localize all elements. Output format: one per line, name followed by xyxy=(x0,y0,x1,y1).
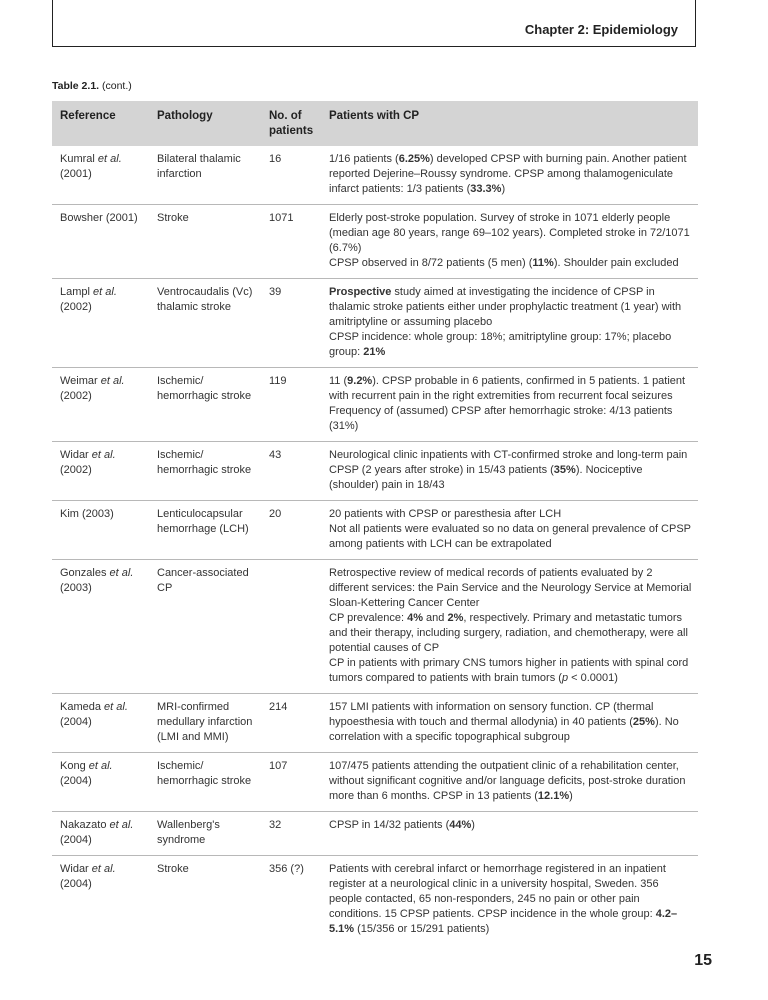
patient-count-cell: 214 xyxy=(261,694,321,753)
table-caption-label: Table 2.1. xyxy=(52,80,100,92)
cp-description-cell: 20 patients with CPSP or paresthesia after LCH Not all patients were evaluated so no data on general prevalence of CPSP among patients with LCH can be extrapolated xyxy=(321,501,698,560)
pathology-cell: MRI-confirmed medullary infarction (LMI and MMI) xyxy=(149,694,261,753)
table-row xyxy=(52,812,698,856)
pathology-cell: Stroke xyxy=(149,205,261,279)
cp-description-cell: 11 (9.2%). CPSP probable in 6 patients, confirmed in 5 patients. 1 patient with recurrent pain in the right extremities from recurrent focal seizures Frequency of (assumed) CPSP after hemorrhagic stroke: 4/13 patients (31%) xyxy=(321,368,698,442)
patient-count-cell: 39 xyxy=(261,279,321,368)
header-pathology: Pathology xyxy=(149,101,261,146)
patient-count-cell: 119 xyxy=(261,368,321,442)
table-caption-suffix: (cont.) xyxy=(102,80,132,92)
table-row xyxy=(52,560,698,694)
pathology-cell: Lenticulocapsular hemorrhage (LCH) xyxy=(149,501,261,560)
reference-cell: Widar et al. (2002) xyxy=(52,442,149,501)
table-row xyxy=(52,753,698,812)
cp-description-cell: Elderly post-stroke population. Survey of stroke in 1071 elderly people (median age 80 years, range 69–102 years). Completed stroke in 72/1071 (6.7%) CPSP observed in 8/72 patients (5 men) (11%). Shoulder pain excluded xyxy=(321,205,698,279)
table-row xyxy=(52,146,698,205)
reference-cell: Weimar et al. (2002) xyxy=(52,368,149,442)
pathology-cell: Cancer-associated CP xyxy=(149,560,261,694)
cp-description-cell: Neurological clinic inpatients with CT-confirmed stroke and long-term pain CPSP (2 years after stroke) in 15/43 patients (35%). Nociceptive (shoulder) pain in 18/43 xyxy=(321,442,698,501)
table-body xyxy=(52,146,698,944)
cp-description-cell: 157 LMI patients with information on sensory function. CP (thermal hypoesthesia with touch and thermal allodynia) in 40 patients (25%). No correlation with a specific topographical subgroup xyxy=(321,694,698,753)
table-row xyxy=(52,694,698,753)
pathology-cell: Bilateral thalamic infarction xyxy=(149,146,261,205)
running-head: Chapter 2: Epidemiology xyxy=(524,22,678,37)
reference-cell: Widar et al. (2004) xyxy=(60,863,116,890)
table-caption xyxy=(52,80,132,92)
pathology-cell: Ischemic/ hemorrhagic stroke xyxy=(149,753,261,812)
reference-cell: Kong et al. (2004) xyxy=(52,753,149,812)
reference-cell: Lampl et al. (2002) xyxy=(52,279,149,368)
table-header-row xyxy=(52,101,698,146)
pathology-cell: Ventrocaudalis (Vc) thalamic stroke xyxy=(149,279,261,368)
header-reference: Reference xyxy=(52,101,149,146)
pathology-cell: Stroke xyxy=(157,863,189,875)
table-row xyxy=(52,856,698,945)
reference-cell: Nakazato et al. (2004) xyxy=(52,812,149,856)
patient-count-cell: 16 xyxy=(261,146,321,205)
patient-count-cell: 107 xyxy=(261,753,321,812)
patient-count-cell: 1071 xyxy=(261,205,321,279)
reference-cell: Gonzales et al. (2003) xyxy=(52,560,149,694)
page-number: 15 xyxy=(694,952,712,969)
header-patient-count: No. of patients xyxy=(261,101,321,146)
table-row xyxy=(52,442,698,501)
reference-cell: Kumral et al. (2001) xyxy=(52,146,149,205)
reference-cell: Kameda et al. (2004) xyxy=(52,694,149,753)
reference-cell: Kim (2003) xyxy=(52,501,149,560)
pathology-cell: Wallenberg's syndrome xyxy=(149,812,261,856)
cp-description-cell: CPSP in 14/32 patients (44%) xyxy=(321,812,698,856)
frame-line-left xyxy=(52,0,53,46)
header-patients-with-cp: Patients with CP xyxy=(321,101,698,146)
epidemiology-table xyxy=(52,101,698,944)
table-row xyxy=(52,279,698,368)
patient-count-cell: 43 xyxy=(261,442,321,501)
reference-cell: Bowsher (2001) xyxy=(52,205,149,279)
pathology-cell: Ischemic/ hemorrhagic stroke xyxy=(149,368,261,442)
table-row xyxy=(52,501,698,560)
cp-description-cell: 107/475 patients attending the outpatient clinic of a rehabilitation center, without significant cognitive and/or language deficits, post-stroke duration more than 6 months. CPSP in 13 patients (12.1%) xyxy=(321,753,698,812)
frame-line-right xyxy=(695,0,696,47)
patient-count-cell xyxy=(261,560,321,694)
cp-description-cell: 1/16 patients (6.25%) developed CPSP with burning pain. Another patient reported Dejerine–Roussy syndrome. CPSP among thalamogeniculate infarct patients: 1/3 patients (33.3%) xyxy=(321,146,698,205)
pathology-cell: Ischemic/ hemorrhagic stroke xyxy=(149,442,261,501)
cp-description-cell: Patients with cerebral infarct or hemorrhage registered in an inpatient register at a neurological clinic in a university hospital, Sweden. 356 people contacted, 65 non-responders, 245 no pain or other pain conditions. 15 CPSP patients. CPSP incidence in the whole group: 4.2–5.1% (15/356 or 15/291 patients) xyxy=(329,863,678,935)
cp-description-cell: Prospective study aimed at investigating the incidence of CPSP in thalamic stroke patients either under prophylactic treatment (1 year) with amitriptyline or assuming placebo CPSP incidence: whole group: 18%; amitriptyline group: 17%; placebo group: 21% xyxy=(321,279,698,368)
table-row xyxy=(52,368,698,442)
frame-line-top xyxy=(52,46,696,47)
table-row xyxy=(52,205,698,279)
patient-count-cell: 356 (?) xyxy=(269,863,304,875)
patient-count-cell: 20 xyxy=(261,501,321,560)
patient-count-cell: 32 xyxy=(261,812,321,856)
cp-description-cell: Retrospective review of medical records of patients evaluated by 2 different services: the Pain Service and the Neurology Service at Memorial Sloan-Kettering Cancer Center CP prevalence: 4% and 2%, respectively. Primary and metastatic tumors and their therapy, including surgery, radiation, and chemotherapy, were all potential causes of CP CP in patients with primary CNS tumors higher in patients with spinal cord tumors compared to patients with brain tumors (p < 0.0001) xyxy=(321,560,698,694)
